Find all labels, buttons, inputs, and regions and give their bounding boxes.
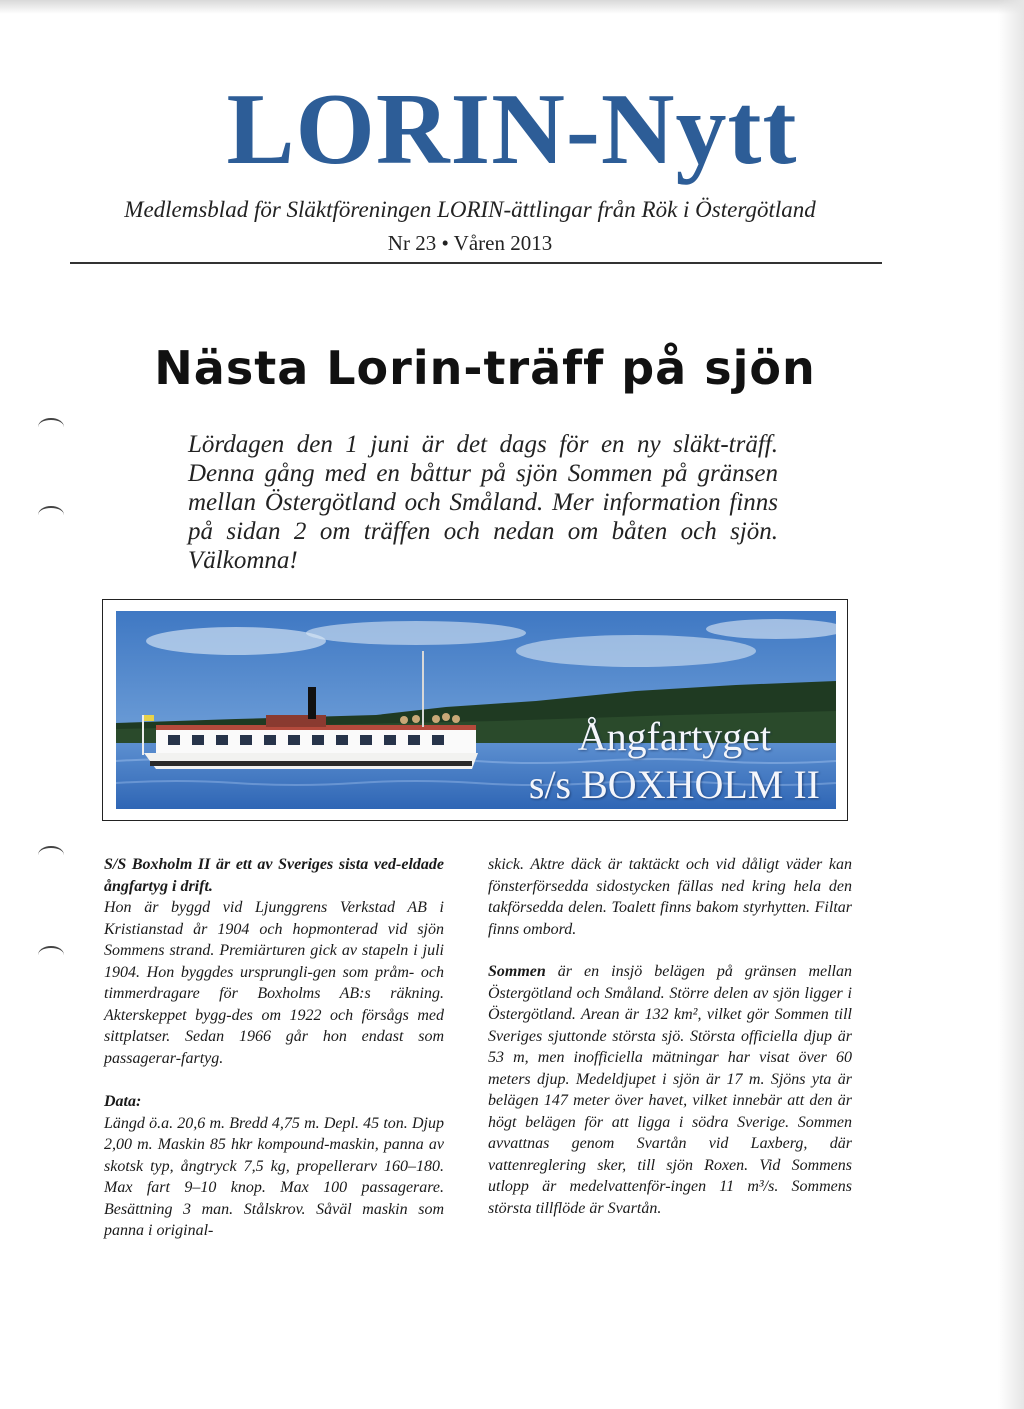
lead-paragraph: Lördagen den 1 juni är det dags för en ny släkt-träff. Denna gång med en båttur på sjön Sommen på gränsen mellan Östergötland och Småland. Mer information finns på sidan 2 om träffen och nedan om båten och sjön. Välkomna! [188, 431, 778, 574]
scan-edge-right [998, 0, 1024, 1409]
header-divider [70, 262, 882, 264]
data-heading: Data: [104, 1093, 142, 1110]
ship-history-text: Hon är byggd vid Ljunggrens Verkstad AB i Kristianstad år 1904 och hopmonterad vid sjön Sommens strand. Premiärturen gick av stapeln i juli 1904. Hon byggdes ursprungli-gen som pråm- och timmerdragare för Boxholms AB:s räkning. Akterskeppet bygg-des om 1922 och försågs med sittplatser. Sedan 1966 går hon endast som passagerar-fartyg. [104, 899, 444, 1067]
sommen-term: Sommen [488, 963, 546, 980]
photo-caption [529, 713, 820, 809]
binder-hole-mark [38, 846, 64, 864]
photo-caption-line2: s/s BOXHOLM II [528, 762, 820, 807]
photo-caption-line1: Ångfartyget [577, 714, 772, 759]
binder-hole-mark [38, 418, 64, 436]
binder-hole-mark [38, 506, 64, 524]
issue-info: Nr 23 • Våren 2013 [387, 231, 553, 255]
steamship-photo [116, 611, 836, 809]
article-column-left [104, 854, 444, 1242]
scan-edge-top [0, 0, 1024, 14]
ship-data-text: Längd ö.a. 20,6 m. Bredd 4,75 m. Depl. 45 ton. Djup 2,00 m. Maskin 85 hkr kompound-maskin, panna av skotsk typ, ångtryck 7,5 kg, propellerarv 160–180. Max fart 9–10 knop. Max 100 passagerare. Besättning 3 man. Stålskrov. Såväl maskin som panna i original- [104, 1114, 444, 1239]
article-column-right [488, 854, 852, 1219]
sommen-paragraph [488, 961, 852, 1219]
ship-condition-text: skick. Aktre däck är taktäckt och vid dåligt väder kan fönsterförsedda sidostycken fällas ned kring hela den takförsedda delen. Toalett finns bakom styrhytten. Filtar finns ombord. [488, 856, 852, 938]
binder-hole-mark [38, 946, 64, 964]
ship-intro-bold: S/S Boxholm II är ett av Sveriges sista ved-eldade ångfartyg i drift. [104, 856, 444, 895]
newsletter-title: LORIN-Nytt [226, 73, 798, 186]
paragraph-gap [488, 940, 852, 961]
sommen-text: är en insjö belägen på gränsen mellan Östergötland och Småland. Större delen av sjön ligger i Östergötland. Arean är 132 km², vilket gör Sommen till Sveriges sjuttonde största sjö. Största officiella djup är 53 m, men inofficiella mätningar har visat över 60 meters djup. Medeldjupet i sjön är 17 m. Sjöns yta är belägen 147 meter över havet, vilket innebär att den är högt belägen för att ligga i södra Sverige. Sommen avvattnas genom Svartån vid Laxberg, där vattenreglering sker, till sjön Roxen. Vid Sommens utlopp är medelvattenför-ingen 11 m³/s. Sommens största tillflöde är Svartån. [488, 963, 852, 1217]
newsletter-subtitle: Medlemsblad för Släktföreningen LORIN-ättlingar från Rök i Östergötland [124, 197, 816, 222]
main-headline: Nästa Lorin-träff på sjön [154, 341, 816, 395]
